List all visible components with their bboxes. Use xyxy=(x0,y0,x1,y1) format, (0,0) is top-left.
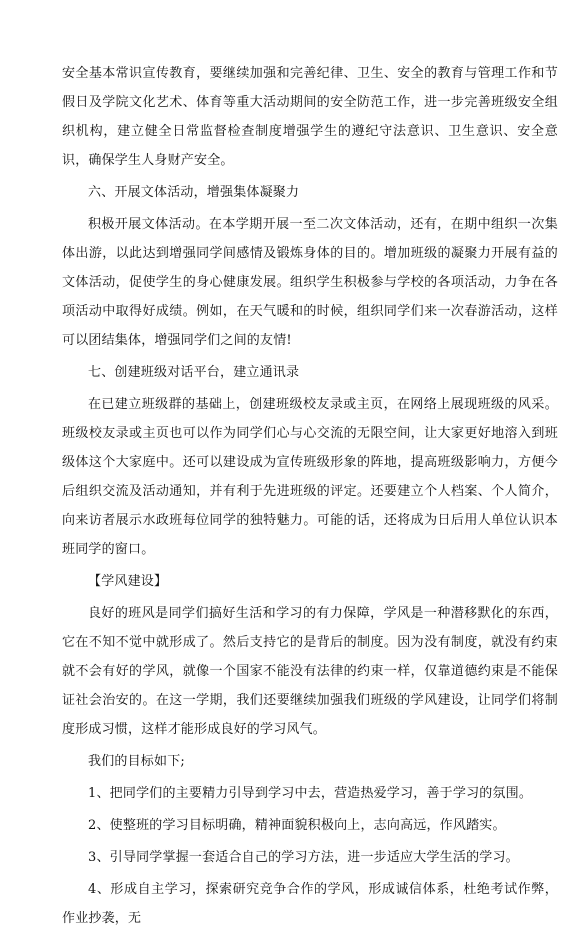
heading-section-seven: 七、创建班级对话平台，建立通讯录 xyxy=(88,365,300,380)
paragraph-class-platform: 在已建立班级群的基础上，创建班级校友录或主页，在网络上展现班级的风采。班级校友录或主页也可以作为同学们心与心交流的无限空间，让大家更好地溶入到班级体这个大家庭中。还可以建设成为宣传班级形象的阵地，提高班级影响力，方便今后组织交流及活动通知，并有利于先进班级的评定。还要建立个人档案、个人简介，向来访者展示水政班每位同学的独特魅力。可能的话，还将成为日后用人单位认识本班同学的窗口。 xyxy=(62,397,558,557)
list-item-goal-2: 2、使整班的学习目标明确，精神面貌积极向上，志向高远，作风踏实。 xyxy=(88,818,506,833)
list-item-goal-1: 1、把同学们的主要精力引导到学习中去，营造热爱学习，善于学习的氛围。 xyxy=(88,786,533,801)
list-item-goal-4: 4、形成自主学习，探索研究竞争合作的学风，形成诚信体系，杜绝考试作弊，作业抄袭，无 xyxy=(62,882,558,926)
heading-study-style: 【学风建设】 xyxy=(88,574,168,589)
list-item-goal-3: 3、引导同学掌握一套适合自己的学习方法，进一步适应大学生活的学习。 xyxy=(88,850,519,865)
paragraph-safety-education: 安全基本常识宣传教育，要继续加强和完善纪律、卫生、安全的教育与管理工作和节假日及学院文化艺术、体育等重大活动期间的安全防范工作，进一步完善班级安全组织机构，建立健全日常监督检查制度增强学生的遵纪守法意识、卫生意识、安全意识，确保学生人身财产安全。 xyxy=(62,66,558,168)
heading-section-six: 六、开展文体活动，增强集体凝聚力 xyxy=(88,185,300,200)
paragraph-goals-intro: 我们的目标如下; xyxy=(88,754,185,769)
paragraph-study-style: 良好的班风是同学们搞好生活和学习的有力保障，学风是一种潜移默化的东西，它在不知不觉中就形成了。然后支持它的是背后的制度。因为没有制度，就没有约束就不会有好的学风，就像一个国家不能没有法律的约束一样，仅靠道德约束是不能保证社会治安的。在这一学期，我们还要继续加强我们班级的学风建设，让同学们将制度形成习惯，这样才能形成良好的学习风气。 xyxy=(62,606,558,737)
paragraph-cultural-activities: 积极开展文体活动。在本学期开展一至二次文体活动，还有，在期中组织一次集体出游，以此达到增强同学间感情及锻炼身体的目的。增加班级的凝聚力开展有益的文体活动，促使学生的身心健康发展。组织学生积极参与学校的各项活动，力争在各项活动中取得好成绩。例如，在天气暖和的时候，组织同学们来一次春游活动，这样可以团结集体，增强同学们之间的友情! xyxy=(62,217,558,348)
document-body xyxy=(62,59,558,933)
